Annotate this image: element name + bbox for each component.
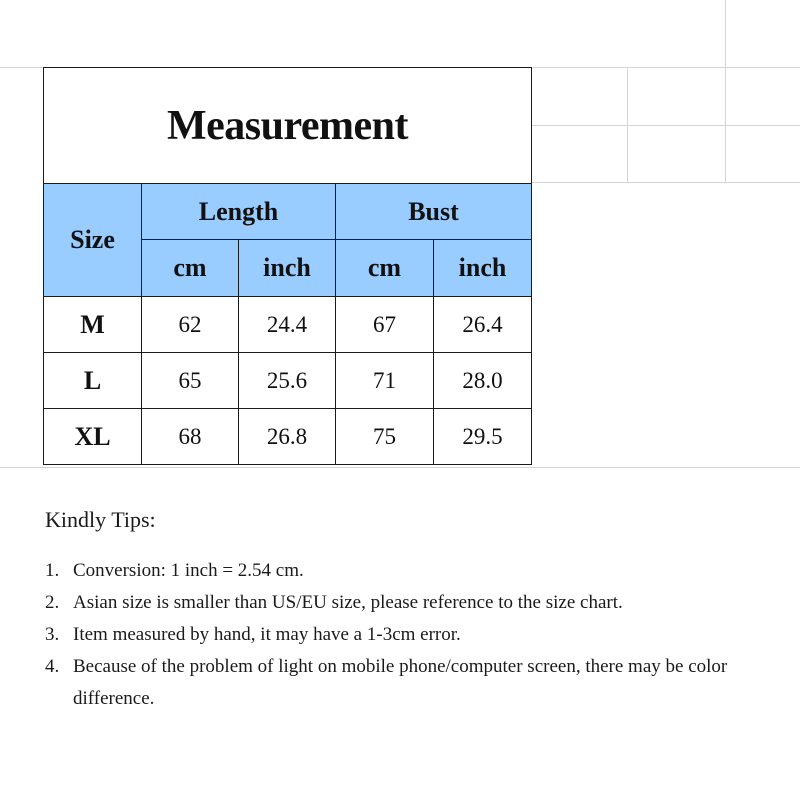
measurement-table: [43, 67, 532, 465]
table-row: [44, 353, 532, 409]
tips-title: Kindly Tips:: [45, 507, 156, 532]
table-row: [44, 409, 532, 465]
length-header: Length: [142, 184, 336, 240]
list-item: [45, 651, 745, 715]
tip-number: 3.: [45, 624, 60, 645]
list-item: [45, 619, 745, 651]
list-item: [45, 555, 745, 587]
bust-cm-cell: 67: [336, 297, 434, 353]
bust-inch-cell: 28.0: [434, 353, 532, 409]
bust-inch-header: inch: [434, 240, 532, 297]
tip-text: Asian size is smaller than US/EU size, please reference to the size chart.: [73, 592, 623, 613]
size-cell: XL: [44, 409, 142, 465]
tip-text: Because of the problem of light on mobile phone/computer screen, there may be color difference.: [73, 656, 728, 709]
tip-text: Conversion: 1 inch = 2.54 cm.: [73, 560, 304, 581]
length-inch-cell: 24.4: [239, 297, 336, 353]
bust-inch-cell: 29.5: [434, 409, 532, 465]
bust-cm-cell: 75: [336, 409, 434, 465]
length-cm-cell: 62: [142, 297, 239, 353]
bust-cm-cell: 71: [336, 353, 434, 409]
tip-text: Item measured by hand, it may have a 1-3cm error.: [73, 624, 461, 645]
bust-inch-cell: 26.4: [434, 297, 532, 353]
length-inch-cell: 26.8: [239, 409, 336, 465]
bust-header: Bust: [336, 184, 532, 240]
length-inch-cell: 25.6: [239, 353, 336, 409]
length-cm-cell: 65: [142, 353, 239, 409]
gridline: [0, 467, 800, 468]
size-cell: L: [44, 353, 142, 409]
table-row: [44, 297, 532, 353]
list-item: [45, 587, 745, 619]
length-cm-header: cm: [142, 240, 239, 297]
kindly-tips: [45, 507, 745, 715]
size-cell: M: [44, 297, 142, 353]
tip-number: 4.: [45, 656, 60, 677]
gridline: [627, 67, 628, 183]
tip-number: 1.: [45, 560, 60, 581]
size-header: Size: [44, 184, 142, 297]
tip-number: 2.: [45, 592, 60, 613]
length-cm-cell: 68: [142, 409, 239, 465]
length-inch-header: inch: [239, 240, 336, 297]
gridline: [725, 0, 726, 183]
table-title: Measurement: [44, 68, 532, 184]
gridline: [531, 125, 800, 126]
gridline: [531, 182, 800, 183]
bust-cm-header: cm: [336, 240, 434, 297]
